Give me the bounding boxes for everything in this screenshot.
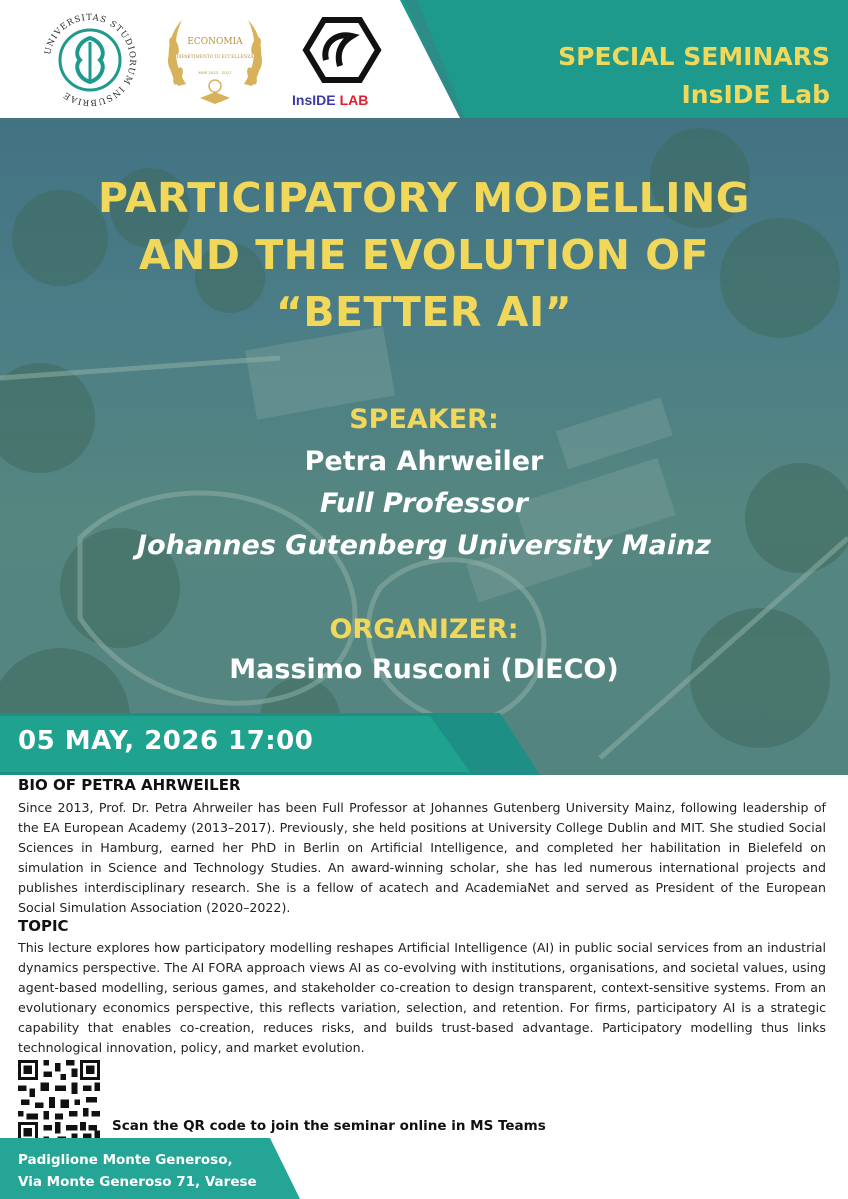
- hero-section: [0, 118, 848, 775]
- speaker-name: Petra Ahrweiler: [304, 446, 544, 477]
- inside-wordmark-lab: LAB: [339, 92, 369, 108]
- university-insubria-logo: [38, 8, 142, 112]
- venue-line-1: Padiglione Monte Generoso,: [18, 1152, 233, 1168]
- organizer-name: Massimo Rusconi (DIECO): [229, 654, 619, 685]
- series-line-1: SPECIAL SEMINARS: [558, 42, 830, 71]
- event-date-time: 05 MAY, 2026 17:00: [18, 726, 314, 756]
- topic-heading: TOPIC: [18, 917, 69, 935]
- speaker-label: SPEAKER:: [349, 404, 499, 435]
- bio-heading: BIO OF PETRA AHRWEILER: [18, 776, 241, 794]
- venue-line-2: Via Monte Generoso 71, Varese: [18, 1174, 257, 1190]
- topic-text: This lecture explores how participatory modelling reshapes Artificial Intelligence (AI) in public social services from an industrial dynamics perspective. The AI FORA approach views AI as co-evolving with institutions, organisations, and societal values, using agent-based modelling, serious games, and stakeholder co-creation to design transparent, context-sensitive systems. From an evolutionary economics perspective, this reflects variation, selection, and retention. For firms, participatory AI is a strategic capability that enables co-creation, reduces risks, and builds trust-based advantage. Participatory modelling thus links technological innovation, policy, and market evolution.: [18, 940, 826, 1055]
- inside-lab-wordmark: [292, 92, 368, 108]
- seminar-series-title: [558, 38, 830, 114]
- qr-caption: Scan the QR code to join the seminar online in MS Teams: [112, 1118, 546, 1134]
- seminar-title: [0, 170, 848, 341]
- svg-text:DIPARTIMENTO DI ECCELLENZA: DIPARTIMENTO DI ECCELLENZA: [176, 55, 254, 60]
- series-line-2: InsIDE Lab: [681, 80, 830, 109]
- title-line-3: “BETTER AI”: [275, 288, 573, 336]
- organizer-label: ORGANIZER:: [329, 614, 519, 645]
- speaker-role: Full Professor: [320, 488, 528, 519]
- svg-text:MUR 2023 - 2027: MUR 2023 - 2027: [198, 70, 232, 75]
- speaker-affiliation: Johannes Gutenberg University Mainz: [137, 530, 711, 561]
- svg-text:ECONOMIA: ECONOMIA: [187, 37, 243, 47]
- title-line-1: PARTICIPATORY MODELLING: [98, 174, 750, 222]
- teams-qr-code[interactable]: [18, 1060, 100, 1142]
- svg-text:UNIVERSITAS STUDIORUM INSUBRIA: UNIVERSITAS STUDIORUM INSUBRIAE: [43, 12, 138, 108]
- economia-excellence-logo: [160, 6, 270, 112]
- inside-wordmark-ins: InsIDE: [292, 92, 336, 108]
- title-line-2: AND THE EVOLUTION OF: [138, 231, 710, 279]
- bio-text: Since 2013, Prof. Dr. Petra Ahrweiler has been Full Professor at Johannes Gutenberg University Mainz, following leadership of the EA European Academy (2013–2017). Previously, she held positions at University College Dublin and MIT. She studied Social Sciences in Hamburg, earned her PhD in Berlin on Artificial Intelligence, and completed her habilitation in Bielefeld on simulation in Science and Technology Studies. An award-winning scholar, she has led numerous international projects and publishes interdisciplinary research. She is a fellow of acatech and AcademiaNet and served as President of the European Social Simulation Association (2020–2022).: [18, 800, 826, 915]
